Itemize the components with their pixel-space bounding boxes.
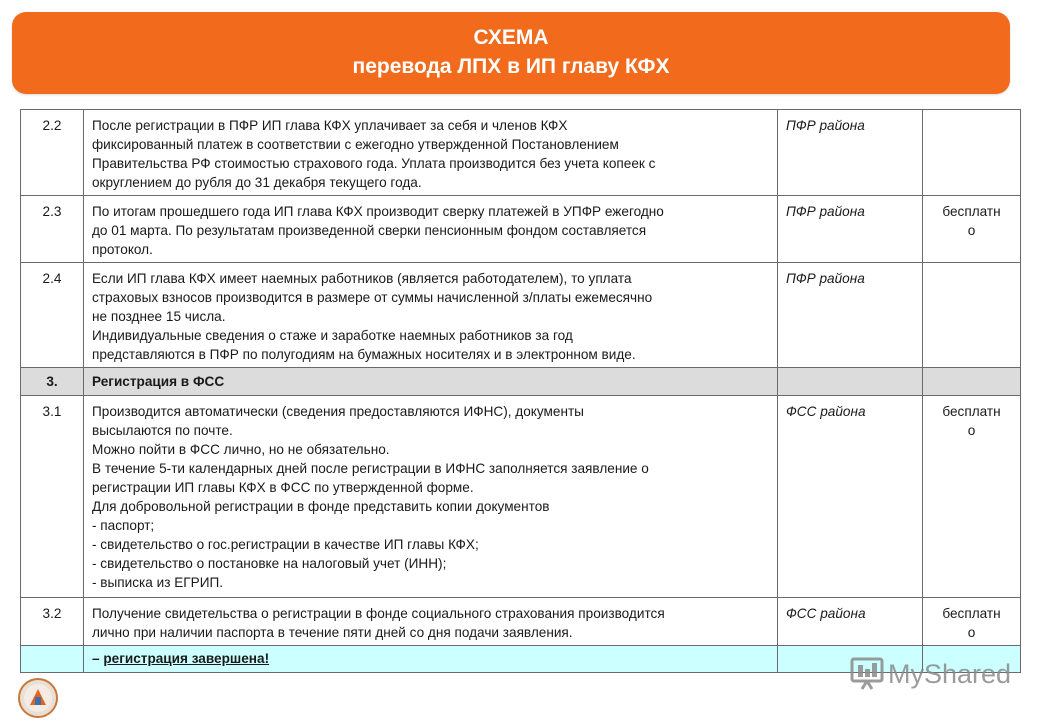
row-description: Если ИП глава КФХ имеет наемных работников (является работодателем), то уплата страховых взносов производится в размере от суммы начисленной з/платы ежемесячно не позднее 15 числа. Индивидуальные сведения о стаже и заработке наемных работников за год представляются в ПФР по полугодиям на бумажных носителях и в электронном виде. [84,263,778,368]
row-cost [923,368,1021,396]
final-dash: – [92,651,104,666]
row-organization: ФСС района [778,396,923,598]
row-organization: ПФР района [778,196,923,263]
row-cost: бесплатн о [923,196,1021,263]
row-number: 3.1 [21,396,84,598]
title-line-2: перевода ЛПХ в ИП главу КФХ [352,55,670,78]
title-banner [12,12,1010,94]
section-header-row [21,368,1021,396]
table-row [21,110,1021,196]
row-number: 2.4 [21,263,84,368]
table-row [21,263,1021,368]
table-row [21,396,1021,598]
row-number: 3.2 [21,598,84,646]
row-organization: ПФР района [778,110,923,196]
title-line-1: СХЕМА [473,26,549,49]
row-organization: ФСС района [778,598,923,646]
presentation-icon [850,657,884,691]
row-number: 2.2 [21,110,84,196]
row-number: 2.3 [21,196,84,263]
row-organization: ПФР района [778,263,923,368]
watermark-text: MyShared [888,658,1012,689]
section-number: 3. [21,368,84,396]
registration-complete-text: регистрация завершена! [103,651,270,666]
watermark [850,656,1011,692]
row-cost: бесплатн о [923,598,1021,646]
row-description: По итогам прошедшего года ИП глава КФХ производит сверку платежей в УПФР ежегодно до 01 марта. По результатам произведенной сверки пенсионным фондом составляется протокол. [84,196,778,263]
row-cost [923,110,1021,196]
row-description: Производится автоматически (сведения предоставляются ИФНС), документы высылаются по почте. Можно пойти в ФСС лично, но не обязательно. В течение 5-ти календарных дней после регистрации в ИФНС заполняется заявление о регистрации ИП главы КФХ в ФСС по утвержденной форме. Для добровольной регистрации в фонде представить копии документов - паспорт; - свидетельство о гос.регистрации в качестве ИП главы КФХ; - свидетельство о постановке на налоговый учет (ИНН); - выписка из ЕГРИП. [84,396,778,598]
row-cost: бесплатн о [923,396,1021,598]
table-row [21,598,1021,646]
table-row [21,196,1021,263]
row-organization [778,368,923,396]
row-cost [923,263,1021,368]
row-number [21,646,84,673]
row-description: Получение свидетельства о регистрации в фонде социального страхования производится лично при наличии паспорта в течение пяти дней со дня подачи заявления. [84,598,778,646]
scheme-table [20,109,1021,673]
row-description: После регистрации в ПФР ИП глава КФХ уплачивает за себя и членов КФХ фиксированный платеж в соответствии с ежегодно утвержденной Постановлением Правительства РФ стоимостью страхового года. Уплата производится без учета копеек с округлением до рубля до 31 декабря текущего года. [84,110,778,196]
final-row-text [84,646,778,673]
emblem-logo [18,678,58,718]
section-title: Регистрация в ФСС [84,368,778,396]
